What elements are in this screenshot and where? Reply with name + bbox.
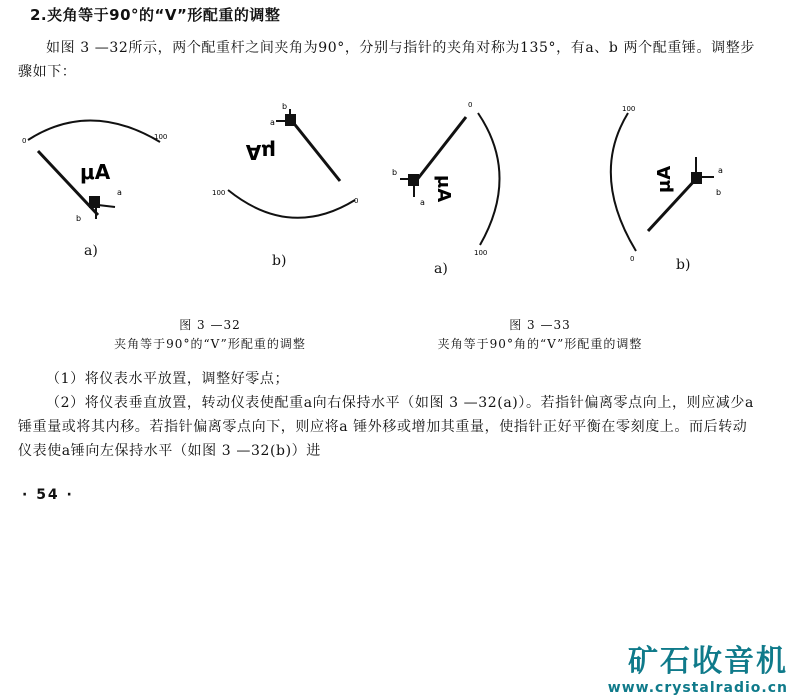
- meter-32a-zero: 0: [22, 137, 27, 145]
- caption-33-number: 图 3 —33: [509, 318, 571, 332]
- caption-32-number: 图 3 —32: [179, 318, 241, 332]
- step-2: （2）将仪表垂直放置，转动仪表使配重a向右保持水平（如图 3 —32(a)）。若指针偏离零点向上，则应减少a锤重量或将其内移。若指针偏离零点向下，则应将a 锤外移或增加其重量，使指针正好平衡在零刻度上。而后转动仪表使a锤向左保持水平（如图 3 —32(b)）进: [18, 395, 754, 459]
- caption-33-text: 夹角等于90°角的“V”形配重的调整: [437, 337, 643, 351]
- watermark-title: 矿石收音机: [628, 644, 788, 679]
- meter-32a-hub: [90, 197, 99, 207]
- steps-block: [18, 367, 758, 463]
- section-title: 2.夹角等于90°的“V”形配重的调整: [30, 6, 281, 24]
- meter-32b-label-a: a: [270, 118, 275, 127]
- intro-paragraph: 如图 3 —32所示，两个配重杆之间夹角为90°，分别与指针的夹角对称为135°，有a、b 两个配重锤。调整步骤如下：: [18, 40, 755, 80]
- meter-33a-scale-arc: [478, 113, 500, 245]
- caption-32-text: 夹角等于90°的“V”形配重的调整: [114, 337, 306, 351]
- meter-33b-scale-arc: [611, 113, 636, 251]
- fig33-sub-a: a): [434, 261, 448, 277]
- meter-33a-unit: μA: [433, 175, 454, 203]
- meter-33b-zero: 0: [630, 255, 635, 263]
- watermark-url: www.crystalradio.cn: [607, 680, 788, 696]
- meter-33a-hub: [409, 175, 418, 185]
- meter-32a-max: 100: [154, 133, 168, 141]
- meter-33a-max: 100: [474, 249, 488, 257]
- fig33-sub-b: b): [676, 257, 691, 273]
- meter-33a-pointer: [416, 117, 466, 181]
- fig32-sub-a: a): [84, 243, 98, 259]
- meter-32a-scale-arc: [28, 120, 160, 142]
- meter-32b-zero: 0: [354, 197, 359, 205]
- meter-33a-zero: 0: [468, 101, 473, 109]
- meter-33a-label-b: b: [392, 168, 398, 177]
- meter-33b-label-a: a: [718, 166, 723, 175]
- figure-caption-33: [390, 316, 690, 354]
- meter-32b-label-b: b: [282, 102, 288, 111]
- meter-32b-hub: [286, 115, 295, 125]
- meter-33b-max: 100: [622, 105, 636, 113]
- step-1: （1）将仪表水平放置，调整好零点；: [46, 371, 290, 387]
- meter-32a-unit: μA: [80, 160, 111, 184]
- meter-diagrams: [0, 95, 798, 315]
- meter-33b-label-b: b: [716, 188, 722, 197]
- figure-caption-32: [60, 316, 360, 354]
- meter-32a-label-a: a: [117, 188, 122, 197]
- watermark: [608, 644, 788, 696]
- meter-33a-label-a: a: [420, 198, 425, 207]
- meter-32a-arm-a: [98, 205, 115, 207]
- meter-32b-pointer: [292, 121, 340, 181]
- meter-32b-scale-arc: [228, 190, 355, 218]
- figure-area: [0, 95, 798, 315]
- fig32-sub-b: b): [272, 253, 287, 269]
- meter-32b-max: 100: [212, 189, 226, 197]
- meter-32a-label-b: b: [76, 214, 82, 223]
- meter-32b-unit: μA: [245, 140, 276, 164]
- page-number: · 54 ·: [22, 487, 74, 503]
- meter-33b-unit: μA: [654, 165, 675, 193]
- meter-33b-hub: [692, 173, 701, 183]
